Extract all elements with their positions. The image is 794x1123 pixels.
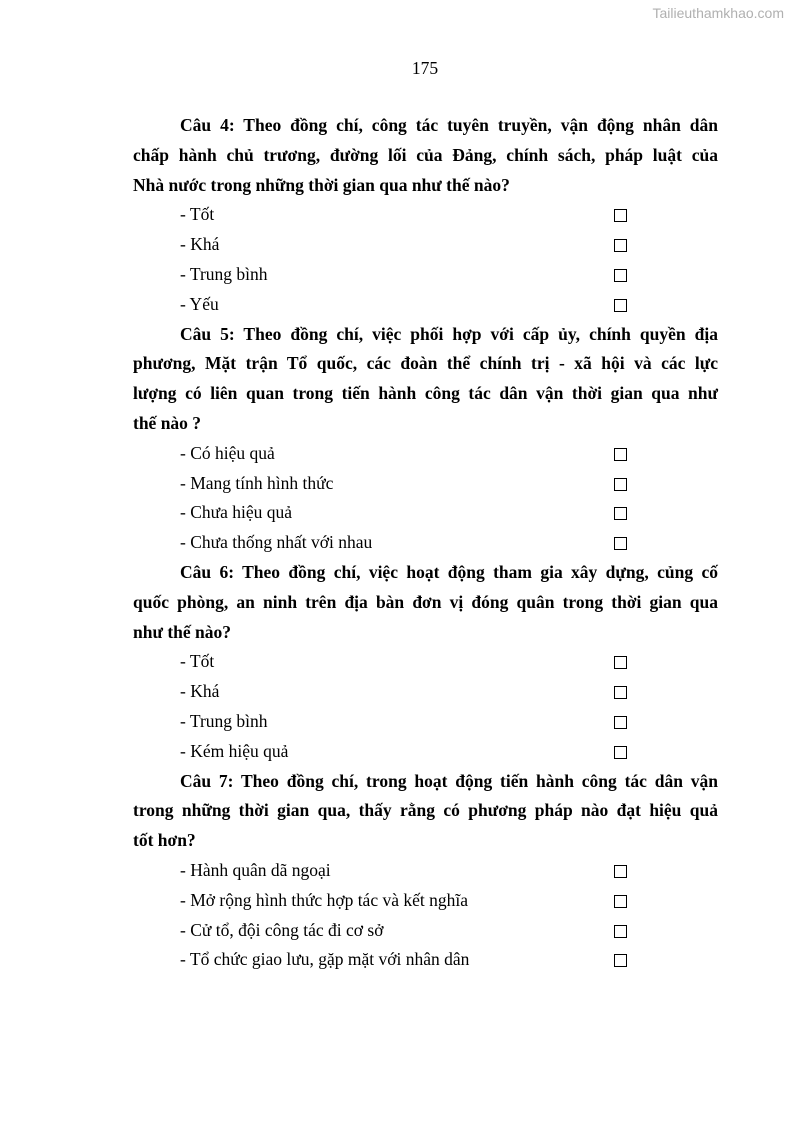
checkbox[interactable] bbox=[614, 716, 627, 729]
watermark: Tailieuthamkhao.com bbox=[652, 5, 784, 21]
checkbox[interactable] bbox=[614, 269, 627, 282]
question-block bbox=[133, 767, 718, 976]
answer-option bbox=[133, 916, 718, 946]
answer-option bbox=[133, 707, 718, 737]
answer-option-label: - Mang tính hình thức bbox=[180, 472, 334, 493]
checkbox[interactable] bbox=[614, 656, 627, 669]
question-text-line: lượng có liên quan trong tiến hành công tác dân vận thời gian qua như bbox=[133, 383, 718, 404]
answer-option bbox=[133, 230, 718, 260]
answer-option bbox=[133, 737, 718, 767]
answer-option bbox=[133, 856, 718, 886]
answer-option-label: - Khá bbox=[180, 681, 220, 702]
answer-option-label: - Trung bình bbox=[180, 710, 268, 731]
answer-option bbox=[133, 290, 718, 320]
question-text-line: Câu 6: Theo đồng chí, việc hoạt động tham gia xây dựng, củng cố bbox=[180, 561, 718, 582]
answer-option-label: - Cử tổ, đội công tác đi cơ sở bbox=[180, 919, 384, 940]
answer-option-label: - Tốt bbox=[180, 651, 215, 672]
question-text-line: Câu 4: Theo đồng chí, công tác tuyên truyền, vận động nhân dân bbox=[180, 115, 718, 135]
answer-option bbox=[133, 528, 718, 558]
checkbox[interactable] bbox=[614, 239, 627, 252]
checkbox[interactable] bbox=[614, 686, 627, 699]
question-text-line: chấp hành chủ trương, đường lối của Đảng, chính sách, pháp luật của bbox=[133, 144, 718, 165]
question-text-line: như thế nào? bbox=[133, 621, 232, 642]
page-number: 175 bbox=[411, 58, 439, 78]
question-text-line: quốc phòng, an ninh trên địa bàn đơn vị đóng quân trong thời gian qua bbox=[133, 591, 718, 612]
question-text-line: Nhà nước trong những thời gian qua như thế nào? bbox=[133, 174, 510, 195]
answer-option-label: - Chưa hiệu quả bbox=[180, 502, 293, 523]
question-text-line: Câu 7: Theo đồng chí, trong hoạt động tiến hành công tác dân vận bbox=[180, 770, 718, 791]
answer-option-label: - Mở rộng hình thức hợp tác và kết nghĩa bbox=[180, 889, 468, 910]
question-text-line: trong những thời gian qua, thấy rằng có phương pháp nào đạt hiệu quả bbox=[133, 800, 718, 821]
checkbox[interactable] bbox=[614, 746, 627, 759]
questionnaire bbox=[133, 111, 718, 975]
checkbox[interactable] bbox=[614, 537, 627, 550]
answer-option-label: - Yếu bbox=[180, 293, 219, 314]
question-text-line: phương, Mặt trận Tổ quốc, các đoàn thể chính trị - xã hội và các lực bbox=[133, 353, 718, 374]
answer-option-label: - Khá bbox=[180, 234, 220, 255]
checkbox[interactable] bbox=[614, 507, 627, 520]
checkbox[interactable] bbox=[614, 895, 627, 908]
answer-option-label: - Kém hiệu quả bbox=[180, 740, 289, 761]
answer-option bbox=[133, 677, 718, 707]
question-block bbox=[133, 111, 718, 320]
answer-option bbox=[133, 498, 718, 528]
answer-option bbox=[133, 886, 718, 916]
answer-option-label: - Tổ chức giao lưu, gặp mặt với nhân dân bbox=[180, 949, 470, 970]
answer-option bbox=[133, 945, 718, 975]
question-text-line: thế nào ? bbox=[133, 412, 202, 433]
checkbox[interactable] bbox=[614, 448, 627, 461]
answer-option-label: - Trung bình bbox=[180, 263, 268, 284]
answer-option bbox=[133, 439, 718, 469]
answer-option-label: - Tốt bbox=[180, 204, 215, 225]
answer-option-label: - Có hiệu quả bbox=[180, 442, 275, 463]
checkbox[interactable] bbox=[614, 865, 627, 878]
answer-option-label: - Hành quân dã ngoại bbox=[180, 859, 331, 880]
checkbox[interactable] bbox=[614, 299, 627, 312]
checkbox[interactable] bbox=[614, 209, 627, 222]
answer-option bbox=[133, 260, 718, 290]
checkbox[interactable] bbox=[614, 954, 627, 967]
question-block bbox=[133, 320, 718, 558]
answer-option-label: - Chưa thống nhất với nhau bbox=[180, 532, 373, 553]
question-text-line: tốt hơn? bbox=[133, 830, 196, 851]
question-text-line: Câu 5: Theo đồng chí, việc phối hợp với cấp ủy, chính quyền địa bbox=[180, 323, 718, 344]
answer-option bbox=[133, 647, 718, 677]
answer-option bbox=[133, 200, 718, 230]
answer-option bbox=[133, 469, 718, 499]
question-block bbox=[133, 558, 718, 767]
checkbox[interactable] bbox=[614, 925, 627, 938]
checkbox[interactable] bbox=[614, 478, 627, 491]
